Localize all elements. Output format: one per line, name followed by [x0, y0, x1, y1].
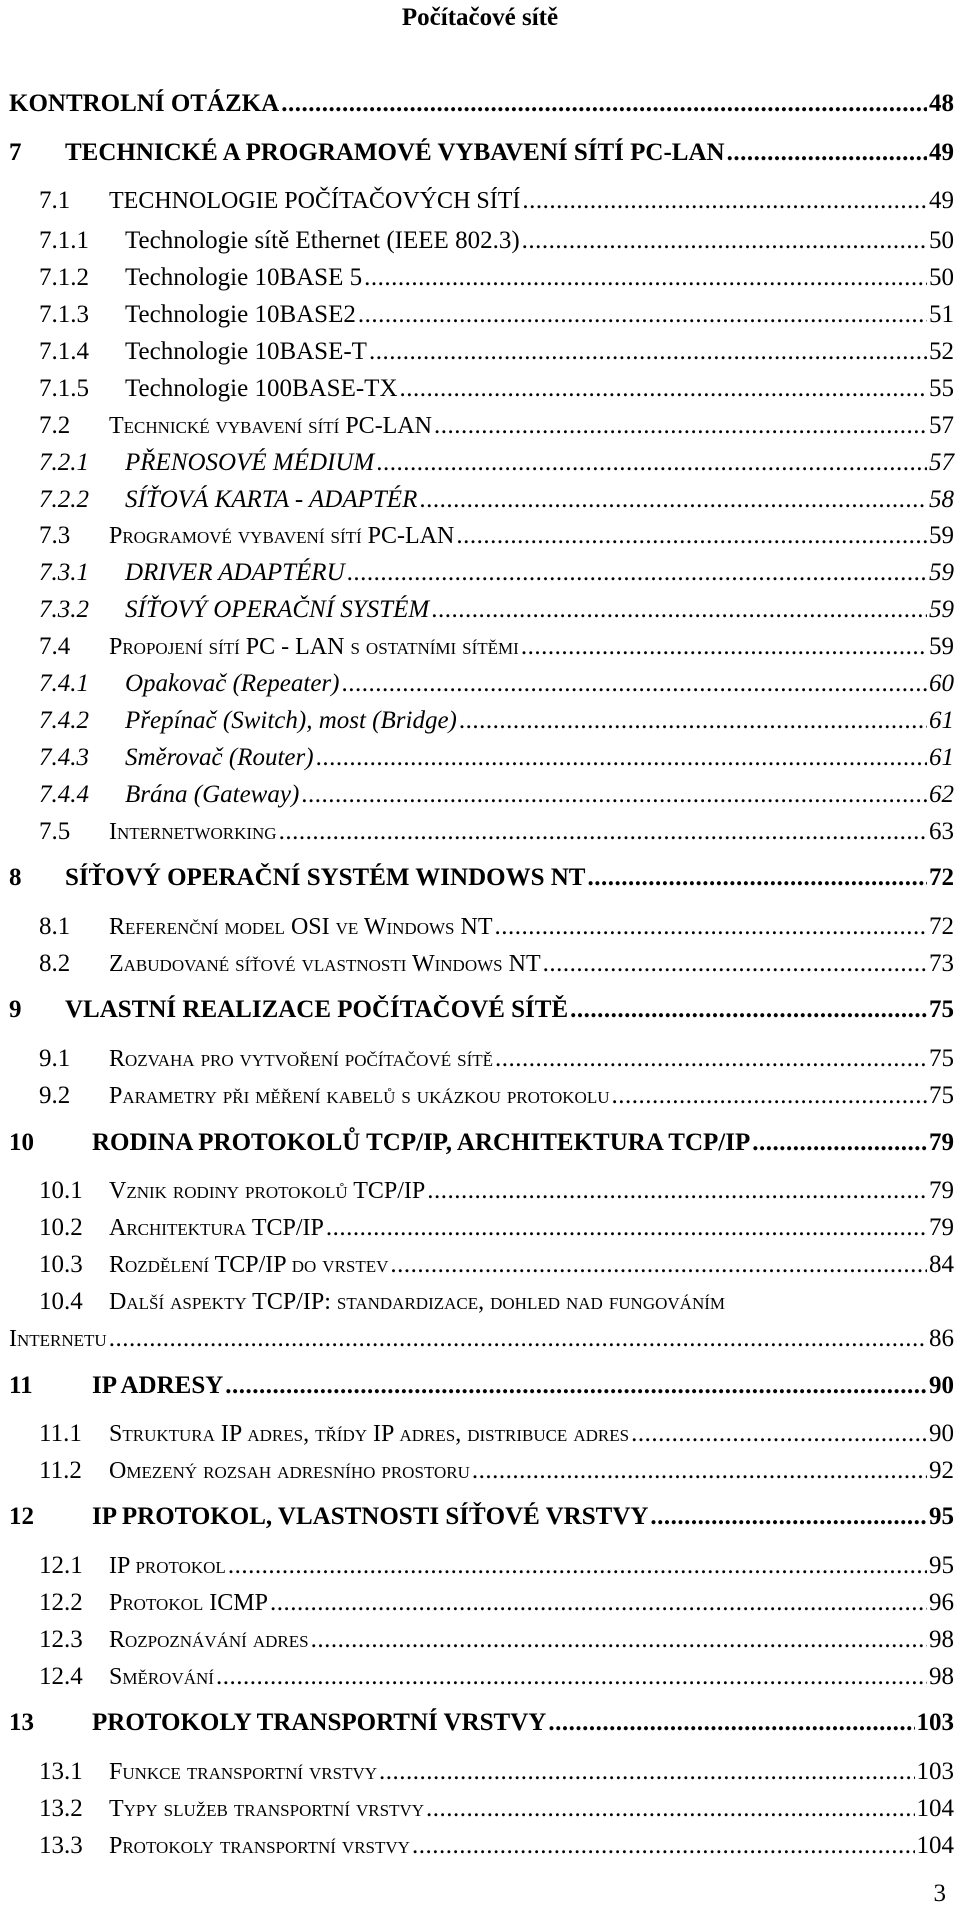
toc-entry-page: 79	[929, 1214, 954, 1241]
toc-entry-page: 72	[929, 913, 954, 940]
toc-entry[interactable]	[9, 1372, 954, 1400]
toc-entry-page: 59	[929, 596, 954, 623]
dot-leader	[494, 913, 927, 941]
toc-entry-page: 103	[916, 1758, 954, 1785]
toc-entry-title-continued: Internetu	[9, 1326, 107, 1352]
toc-entry-page: 50	[929, 264, 954, 291]
toc-entry-title: Brána (Gateway)	[125, 781, 300, 808]
toc-entry-number: 10.3	[39, 1251, 83, 1278]
toc-entry-title: Parametry při měření kabelů s ukázkou protokolu	[109, 1083, 610, 1109]
toc-entry-number: 11	[9, 1372, 33, 1399]
toc-entry-number: 7.3.2	[39, 596, 89, 623]
dot-leader	[522, 187, 927, 215]
dot-leader	[612, 1082, 928, 1110]
dot-leader	[281, 90, 927, 118]
toc-entry-title: PROTOKOLY TRANSPORTNÍ VRSTVY	[92, 1709, 547, 1736]
toc-entry[interactable]	[9, 818, 954, 846]
toc-entry-page: 59	[929, 522, 954, 549]
toc-entry-page: 58	[929, 486, 954, 513]
toc-entry[interactable]	[9, 1129, 954, 1157]
toc-entry[interactable]	[9, 1251, 954, 1279]
toc-entry-page: 92	[929, 1457, 954, 1484]
toc-entry-title: SÍŤOVÁ KARTA - ADAPTÉR	[125, 486, 418, 513]
toc-entry-page: 95	[929, 1552, 954, 1579]
toc-entry[interactable]	[9, 90, 954, 118]
toc-entry-page: 98	[929, 1663, 954, 1690]
dot-leader	[419, 486, 927, 514]
toc-entry-title: IP PROTOKOL, VLASTNOSTI SÍŤOVÉ VRSTVY	[92, 1503, 649, 1530]
toc-entry-number: 8.1	[39, 913, 71, 940]
toc-entry-number: 7.4.1	[39, 670, 89, 697]
toc-entry-number: 10.1	[39, 1177, 83, 1204]
dot-leader	[225, 1372, 927, 1400]
toc-entry-number: 10	[9, 1129, 34, 1156]
toc-entry-title: Technologie 100BASE-TX	[125, 375, 398, 402]
page-number: 3	[933, 1880, 946, 1907]
dot-leader	[727, 139, 927, 167]
dot-leader	[279, 818, 927, 846]
toc-entry[interactable]	[9, 1503, 954, 1531]
toc-entry[interactable]	[9, 449, 954, 477]
toc-entry-page: 60	[929, 670, 954, 697]
toc-entry[interactable]	[9, 1457, 954, 1485]
toc-entry[interactable]	[9, 950, 954, 978]
toc-entry[interactable]	[9, 633, 954, 661]
toc-entry-title: Opakovač (Repeater)	[125, 670, 340, 697]
toc-entry[interactable]	[9, 913, 954, 941]
toc-entry[interactable]	[9, 1420, 954, 1448]
toc-entry[interactable]	[9, 264, 954, 292]
toc-entry-number: 13.2	[39, 1795, 83, 1822]
toc-entry[interactable]	[9, 996, 954, 1024]
toc-entry-title: Rozdělení TCP/IP do vrstev	[109, 1252, 389, 1278]
toc-entry-number: 9.1	[39, 1045, 71, 1072]
toc-entry[interactable]	[9, 1709, 954, 1737]
toc-entry-title: SÍŤOVÝ OPERAČNÍ SYSTÉM WINDOWS NT	[65, 864, 586, 891]
toc-entry[interactable]	[9, 1589, 954, 1617]
dot-leader	[400, 375, 927, 403]
dot-leader	[379, 1758, 914, 1786]
toc-entry-title: Omezený rozsah adresního prostoru	[109, 1458, 470, 1484]
toc-entry-page: 79	[929, 1177, 954, 1204]
toc-entry[interactable]	[9, 139, 954, 167]
dot-leader	[456, 522, 927, 550]
toc-entry-number: 12	[9, 1503, 34, 1530]
toc-entry-title: TECHNICKÉ A PROGRAMOVÉ VYBAVENÍ SÍTÍ PC-LAN	[65, 139, 725, 166]
toc-entry[interactable]	[9, 781, 954, 809]
toc-entry-number: 13.3	[39, 1832, 83, 1859]
toc-entry-page: 84	[929, 1251, 954, 1278]
toc-entry-number: 8	[9, 864, 22, 891]
toc-entry[interactable]	[9, 1045, 954, 1073]
toc-entry-number: 8.2	[39, 950, 71, 977]
toc-entry-title: Směrování	[109, 1664, 214, 1690]
toc-entry-page: 75	[929, 1045, 954, 1072]
toc-entry-title: Technické vybavení sítí PC-LAN	[109, 413, 433, 439]
dot-leader	[431, 596, 927, 624]
dot-leader	[543, 950, 927, 978]
toc-entry-title: Propojení sítí PC - LAN s ostatními sítěmi	[109, 634, 519, 660]
toc-entry-page: 62	[929, 781, 954, 808]
toc-entry-page: 79	[929, 1129, 954, 1156]
toc-entry[interactable]	[9, 1663, 954, 1691]
running-header: Počítačové sítě	[401, 4, 559, 31]
dot-leader	[427, 1177, 927, 1205]
toc-entry[interactable]	[9, 559, 954, 587]
toc-entry[interactable]	[9, 486, 954, 514]
toc-entry-number: 7.4	[39, 633, 71, 660]
toc-entry-title: Referenční model OSI ve Windows NT	[109, 914, 493, 940]
toc-entry-number: 11.1	[39, 1420, 82, 1447]
toc-entry-multiline[interactable]	[9, 1288, 954, 1316]
toc-entry-title: Technologie 10BASE 5	[125, 264, 363, 291]
toc-entry-title: RODINA PROTOKOLŮ TCP/IP, ARCHITEKTURA TCP/IP	[92, 1129, 751, 1156]
dot-leader	[364, 264, 927, 292]
toc-entry-page: 59	[929, 633, 954, 660]
toc-entry[interactable]	[9, 1795, 954, 1823]
toc-entry[interactable]	[9, 744, 954, 772]
dot-leader	[521, 633, 927, 661]
toc-entry-number: 7	[9, 139, 22, 166]
toc-entry-number: 7.1.3	[39, 301, 89, 328]
toc-entry-page: 73	[929, 950, 954, 977]
toc-entry-number: 7.3.1	[39, 559, 89, 586]
toc-entry-title: VLASTNÍ REALIZACE POČÍTAČOVÉ SÍTĚ	[65, 996, 569, 1023]
dot-leader	[495, 1045, 927, 1073]
dot-leader	[548, 1709, 914, 1737]
toc-entry-page: 96	[929, 1589, 954, 1616]
dot-leader	[650, 1503, 927, 1531]
dot-leader	[412, 1832, 915, 1860]
toc-entry-title: Rozvaha pro vytvoření počítačové sítě	[109, 1046, 494, 1072]
toc-entry[interactable]	[9, 522, 954, 550]
toc-entry-page: 50	[929, 227, 954, 254]
toc-entry-title: Směrovač (Router)	[125, 744, 314, 771]
dot-leader	[390, 1251, 927, 1279]
toc-entry-title: Technologie sítě Ethernet (IEEE 802.3)	[125, 227, 520, 254]
dot-leader	[358, 301, 927, 329]
dot-leader	[311, 1626, 927, 1654]
toc-entry-title: SÍŤOVÝ OPERAČNÍ SYSTÉM	[125, 596, 430, 623]
toc-entry-page: 61	[929, 707, 954, 734]
toc-entry-title: Zabudované síťové vlastnosti Windows NT	[109, 951, 541, 977]
toc-entry-title: Protokoly transportní vrstvy	[109, 1833, 410, 1859]
toc-entry-page: 61	[929, 744, 954, 771]
toc-entry[interactable]	[9, 375, 954, 403]
dot-leader	[752, 1129, 927, 1157]
dot-leader	[472, 1457, 927, 1485]
toc-entry-page: 48	[929, 90, 954, 117]
toc-entry-title: Protokol ICMP	[109, 1590, 268, 1616]
toc-entry-number: 7.1	[39, 187, 71, 214]
toc-entry-title: Typy služeb transportní vrstvy	[109, 1796, 425, 1822]
toc-entry-number: 12.2	[39, 1589, 83, 1616]
toc-entry-number: 7.4.4	[39, 781, 89, 808]
toc-entry-title: Architektura TCP/IP	[109, 1215, 324, 1241]
toc-entry-number: 7.4.3	[39, 744, 89, 771]
toc-entry-continuation[interactable]	[9, 1325, 954, 1353]
toc-entry-page: 75	[929, 1082, 954, 1109]
dot-leader	[522, 227, 927, 255]
toc-entry-number: 12.4	[39, 1663, 83, 1690]
dot-leader	[326, 1214, 927, 1242]
toc-entry[interactable]	[9, 1214, 954, 1242]
toc-entry[interactable]	[9, 187, 954, 215]
toc-entry-page: 104	[916, 1795, 954, 1822]
toc-entry[interactable]	[9, 864, 954, 892]
toc-entry-page: 57	[929, 449, 954, 476]
toc-entry-title: IP protokol	[109, 1553, 226, 1579]
toc-entry-number: 12.3	[39, 1626, 83, 1653]
toc-entry-page: 49	[929, 187, 954, 214]
toc-entry[interactable]	[9, 707, 954, 735]
toc-entry-page: 51	[929, 301, 954, 328]
toc-entry-number: 7.1.1	[39, 227, 89, 254]
toc-entry[interactable]	[9, 227, 954, 255]
toc-entry-number: 7.2	[39, 412, 71, 439]
toc-entry-number: 7.1.4	[39, 338, 89, 365]
toc-entry-title: IP ADRESY	[92, 1372, 224, 1399]
toc-entry-page: 104	[916, 1832, 954, 1859]
toc-entry[interactable]	[9, 338, 954, 366]
dot-leader	[434, 412, 927, 440]
dot-leader	[376, 449, 927, 477]
toc-entry-number: 10.2	[39, 1214, 83, 1241]
toc-entry[interactable]	[9, 412, 954, 440]
toc-entry-page: 49	[929, 139, 954, 166]
toc-entry-title: Přepínač (Switch), most (Bridge)	[125, 707, 457, 734]
toc-entry[interactable]	[9, 1177, 954, 1205]
toc-entry-number: 7.2.1	[39, 449, 89, 476]
toc-entry-page: 75	[929, 996, 954, 1023]
toc-entry-number: 7.2.2	[39, 486, 89, 513]
toc-entry-page: 95	[929, 1503, 954, 1530]
toc-entry-page: 90	[929, 1372, 954, 1399]
toc-entry-number: 12.1	[39, 1552, 83, 1579]
toc-entry[interactable]	[9, 596, 954, 624]
toc-entry-title: Struktura IP adres, třídy IP adres, distribuce adres	[109, 1421, 630, 1447]
toc-entry-title: DRIVER ADAPTÉRU	[125, 559, 345, 586]
toc-entry-page: 103	[916, 1709, 954, 1736]
toc-entry-number: 10.4	[39, 1288, 83, 1315]
toc-entry-title: KONTROLNÍ OTÁZKA	[9, 90, 280, 117]
toc-entry-page: 57	[929, 412, 954, 439]
dot-leader	[459, 707, 927, 735]
toc-entry-page: 98	[929, 1626, 954, 1653]
toc-entry-number: 7.1.5	[39, 375, 89, 402]
dot-leader	[301, 781, 927, 809]
toc-entry-page: 63	[929, 818, 954, 845]
dot-leader	[341, 670, 927, 698]
toc-entry[interactable]	[9, 670, 954, 698]
toc-entry-title: PŘENOSOVÉ MÉDIUM	[125, 449, 375, 476]
toc-entry-page: 72	[929, 864, 954, 891]
toc-entry-title: Rozpoznávání adres	[109, 1627, 309, 1653]
toc-entry-title: TECHNOLOGIE POČÍTAČOVÝCH SÍTÍ	[109, 188, 521, 214]
toc-entry-title: Internetworking	[109, 819, 277, 845]
dot-leader	[587, 864, 927, 892]
toc-entry-title: Funkce transportní vrstvy	[109, 1759, 378, 1785]
toc-entry-number: 13.1	[39, 1758, 83, 1785]
toc-entry[interactable]	[9, 1082, 954, 1110]
toc-entry-number: 7.1.2	[39, 264, 89, 291]
toc-entry-page: 55	[929, 375, 954, 402]
toc-entry-title: Technologie 10BASE2	[125, 301, 356, 328]
toc-entry[interactable]	[9, 1552, 954, 1580]
toc-entry[interactable]	[9, 1832, 954, 1860]
dot-leader	[570, 996, 927, 1024]
toc-entry-page: 90	[929, 1420, 954, 1447]
dot-leader	[631, 1420, 927, 1448]
dot-leader	[216, 1663, 927, 1691]
toc-entry-title: Programové vybavení sítí PC-LAN	[109, 523, 455, 549]
dot-leader	[426, 1795, 914, 1823]
toc-entry-title: Vznik rodiny protokolů TCP/IP	[109, 1178, 426, 1204]
toc-entry-number: 9.2	[39, 1082, 71, 1109]
dot-leader	[347, 559, 927, 587]
toc-entry-number: 11.2	[39, 1457, 82, 1484]
toc-entry[interactable]	[9, 1758, 954, 1786]
dot-leader	[270, 1589, 927, 1617]
toc-entry-title: Technologie 10BASE-T	[125, 338, 367, 365]
toc-entry-number: 13	[9, 1709, 34, 1736]
toc-entry[interactable]	[9, 1626, 954, 1654]
toc-entry[interactable]	[9, 301, 954, 329]
dot-leader	[369, 338, 927, 366]
toc-entry-page: 52	[929, 338, 954, 365]
toc-entry-page: 86	[929, 1325, 954, 1352]
toc-entry-page: 59	[929, 559, 954, 586]
toc-entry-number: 7.4.2	[39, 707, 89, 734]
dot-leader	[228, 1552, 927, 1580]
toc-entry-number: 9	[9, 996, 22, 1023]
toc-entry-number: 7.3	[39, 522, 71, 549]
toc-entry-title: Další aspekty TCP/IP: standardizace, dohled nad fungováním	[109, 1289, 725, 1315]
dot-leader	[316, 744, 927, 772]
toc-entry-number: 7.5	[39, 818, 71, 845]
dot-leader	[109, 1325, 927, 1353]
